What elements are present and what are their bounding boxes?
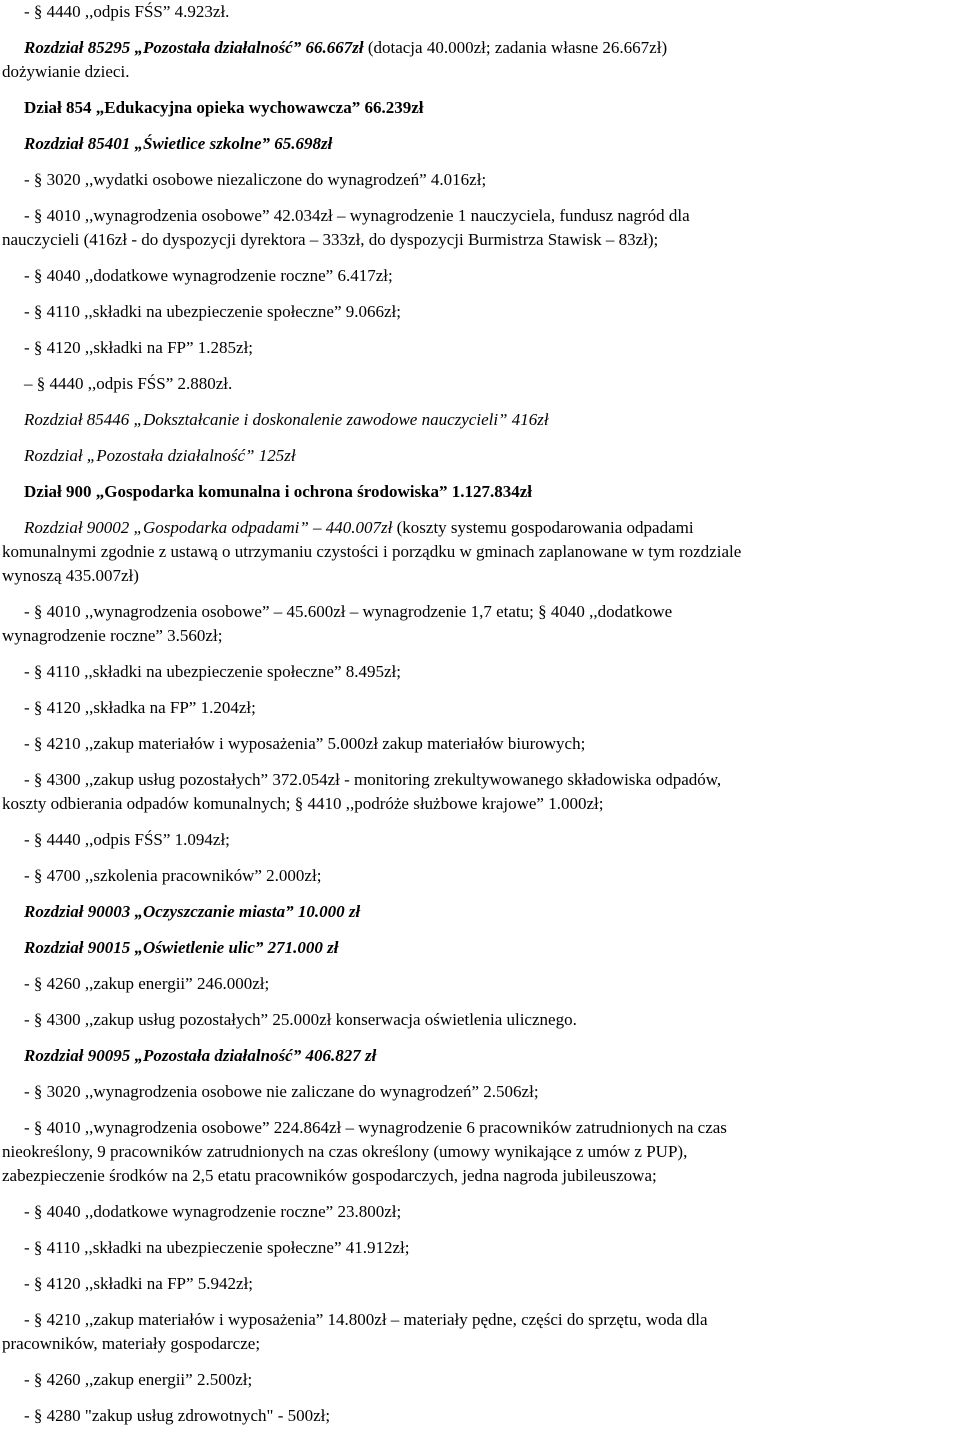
rozdzial-90002-cont: komunalnymi zgodnie z ustawą o utrzymaniu czystości i porządku w gminach zaplanowane w tym rozdziale bbox=[2, 542, 742, 561]
rozdzial-85295: Rozdział 85295 „Pozostała działalność” 66.667zł (dotacja 40.000zł; zadania własne 26.667zł) bbox=[24, 38, 668, 57]
line-4110-c: - § 4110 ,,składki na ubezpieczenie społeczne” 41.912zł; bbox=[24, 1238, 410, 1257]
line-4260-a: - § 4260 ,,zakup energii” 246.000zł; bbox=[24, 974, 270, 993]
line-4040-c: - § 4040 ,,dodatkowe wynagrodzenie roczne” 23.800zł; bbox=[24, 1202, 402, 1221]
rozdzial-90015: Rozdział 90015 „Oświetlenie ulic” 271.000 zł bbox=[24, 938, 339, 957]
dzial-854: Dział 854 „Edukacyjna opieka wychowawcza” 66.239zł bbox=[24, 98, 424, 117]
rozdzial-90003: Rozdział 90003 „Oczyszczanie miasta” 10.000 zł bbox=[24, 902, 361, 921]
line-4010-a-cont: nauczycieli (416zł - do dyspozycji dyrektora – 333zł, do dyspozycji Burmistrza Stawisk – 83zł); bbox=[2, 230, 659, 249]
rozdzial-90002-cont2: wynoszą 435.007zł) bbox=[2, 566, 139, 585]
line-4210-c: - § 4210 ,,zakup materiałów i wyposażenia” 14.800zł – materiały pędne, części do sprzętu, woda dla bbox=[24, 1310, 708, 1329]
line-4040-a: - § 4040 ,,dodatkowe wynagrodzenie roczne” 6.417zł; bbox=[24, 266, 393, 285]
rozdzial-85446: Rozdział 85446 „Dokształcanie i doskonalenie zawodowe nauczycieli” 416zł bbox=[24, 410, 549, 429]
rozdzial-90002: Rozdział 90002 „Gospodarka odpadami” – 440.007zł (koszty systemu gospodarowania odpadami bbox=[24, 518, 694, 537]
line-4440-b: - § 4440 ,,odpis FŚS” 1.094zł; bbox=[24, 830, 230, 849]
line-4110-b: - § 4110 ,,składki na ubezpieczenie społeczne” 8.495zł; bbox=[24, 662, 402, 681]
line-4120-b: - § 4120 ,,składka na FP” 1.204zł; bbox=[24, 698, 256, 717]
line-4440-a: – § 4440 ,,odpis FŚS” 2.880zł. bbox=[24, 374, 233, 393]
rozdzial-90095: Rozdział 90095 „Pozostała działalność” 406.827 zł bbox=[24, 1046, 377, 1065]
line-4010-b: - § 4010 ,,wynagrodzenia osobowe” – 45.600zł – wynagrodzenie 1,7 etatu; § 4040 ,,dodatkowe bbox=[24, 602, 673, 621]
rozdzial-pozostala: Rozdział „Pozostała działalność” 125zł bbox=[24, 446, 296, 465]
line-4210-a: - § 4210 ,,zakup materiałów i wyposażenia” 5.000zł zakup materiałów biurowych; bbox=[24, 734, 586, 753]
line-4440-fss: - § 4440 ,,odpis FŚS” 4.923zł. bbox=[24, 2, 230, 21]
line-4010-c: - § 4010 ,,wynagrodzenia osobowe” 224.864zł – wynagrodzenie 6 pracowników zatrudnionych na czas bbox=[24, 1118, 727, 1137]
rozdzial-85401: Rozdział 85401 „Świetlice szkolne” 65.698zł bbox=[24, 134, 333, 153]
line-4300-b: - § 4300 ,,zakup usług pozostałych” 25.000zł konserwacja oświetlenia ulicznego. bbox=[24, 1010, 577, 1029]
line-4010-b-cont: wynagrodzenie roczne” 3.560zł; bbox=[2, 626, 223, 645]
line-3020-b: - § 3020 ,,wynagrodzenia osobowe nie zaliczane do wynagrodzeń” 2.506zł; bbox=[24, 1082, 539, 1101]
rozdzial-85295-cont: dożywianie dzieci. bbox=[2, 62, 130, 81]
line-4700: - § 4700 ,,szkolenia pracowników” 2.000zł; bbox=[24, 866, 322, 885]
line-4300-a: - § 4300 ,,zakup usług pozostałych” 372.054zł - monitoring zrekultywowanego składowiska odpadów, bbox=[24, 770, 722, 789]
line-4260-c: - § 4260 ,,zakup energii” 2.500zł; bbox=[24, 1370, 253, 1389]
line-4120-a: - § 4120 ,,składki na FP” 1.285zł; bbox=[24, 338, 254, 357]
line-4010-a: - § 4010 ,,wynagrodzenia osobowe” 42.034zł – wynagrodzenie 1 nauczyciela, fundusz nagród dla bbox=[24, 206, 690, 225]
line-4110-a: - § 4110 ,,składki na ubezpieczenie społeczne” 9.066zł; bbox=[24, 302, 402, 321]
line-4280: - § 4280 "zakup usług zdrowotnych" - 500zł; bbox=[24, 1406, 331, 1425]
dzial-900: Dział 900 „Gospodarka komunalna i ochrona środowiska” 1.127.834zł bbox=[24, 482, 533, 501]
line-4300-a-cont: koszty odbierania odpadów komunalnych; § 4410 ,,podróże służbowe krajowe” 1.000zł; bbox=[2, 794, 604, 813]
line-4010-c-cont: nieokreślony, 9 pracowników zatrudnionych na czas określony (umowy wynikające z umów z PUP), bbox=[2, 1142, 688, 1161]
line-3020: - § 3020 ,,wydatki osobowe niezaliczone do wynagrodzeń” 4.016zł; bbox=[24, 170, 487, 189]
line-4010-c-cont2: zabezpieczenie środków na 2,5 etatu pracowników gospodarczych, jedna nagroda jubileuszowa; bbox=[2, 1166, 657, 1185]
line-4120-c: - § 4120 ,,składki na FP” 5.942zł; bbox=[24, 1274, 254, 1293]
line-4210-c-cont: pracowników, materiały gospodarcze; bbox=[2, 1334, 261, 1353]
